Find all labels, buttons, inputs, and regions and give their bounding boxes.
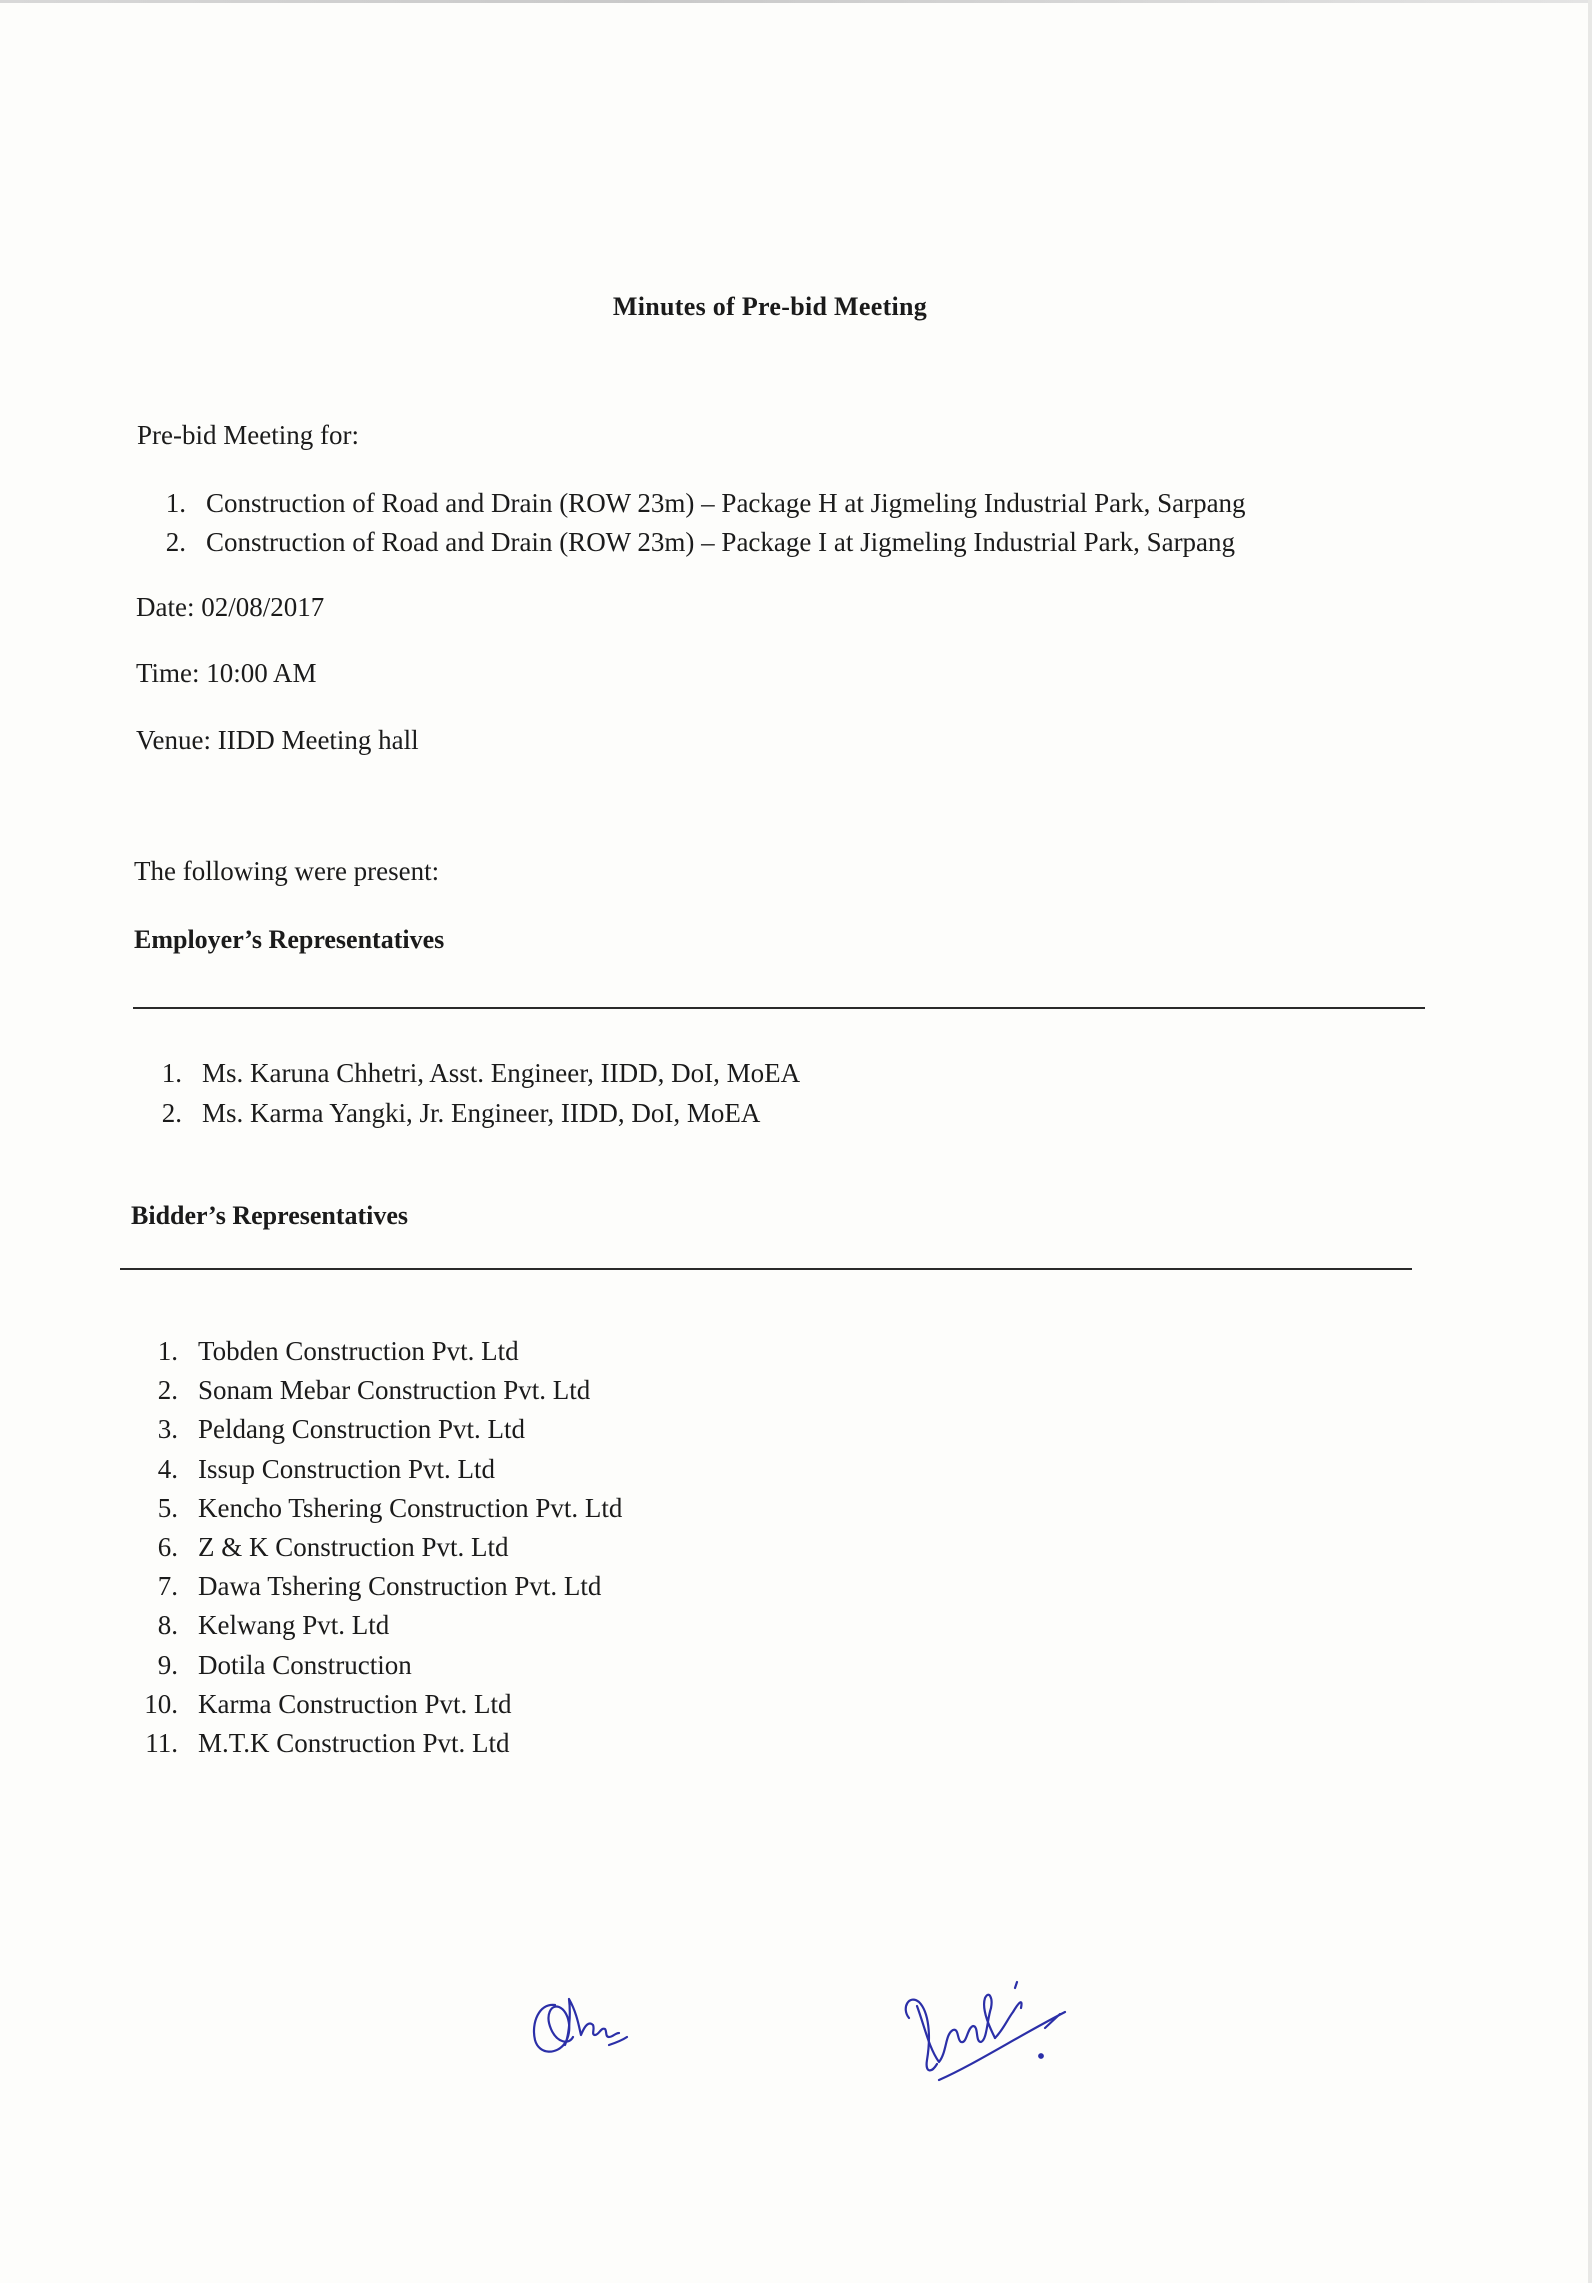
- bidder-item: [130, 1489, 622, 1528]
- bidder-number: 7.: [157, 1571, 178, 1602]
- bidder-heading: Bidder’s Representatives: [131, 1201, 409, 1230]
- bidder-name: Sonam Mebar Construction Pvt. Ltd: [198, 1375, 591, 1406]
- bidder-number: 2.: [157, 1375, 178, 1406]
- employer-rep-text: Ms. Karma Yangki, Jr. Engineer, IIDD, DoI, MoEA: [202, 1098, 761, 1128]
- bidder-item: [130, 1724, 622, 1763]
- bidder-name: Z & K Construction Pvt. Ltd: [198, 1532, 509, 1563]
- employer-divider: [133, 1007, 1425, 1009]
- package-item: [138, 527, 1235, 558]
- bidder-name: Kelwang Pvt. Ltd: [198, 1610, 390, 1641]
- bidder-name: Dawa Tshering Construction Pvt. Ltd: [198, 1571, 602, 1602]
- bidder-list: [130, 1332, 622, 1763]
- bidder-name: Karma Construction Pvt. Ltd: [198, 1688, 512, 1719]
- bidder-item: [130, 1567, 622, 1606]
- bidder-name: M.T.K Construction Pvt. Ltd: [198, 1728, 510, 1759]
- bidder-item: [130, 1332, 622, 1371]
- package-text: Construction of Road and Drain (ROW 23m) – Package I at Jigmeling Industrial Park, Sarpang: [206, 527, 1236, 557]
- bidder-number: 8.: [157, 1610, 178, 1641]
- attendance-intro: The following were present:: [134, 856, 440, 886]
- bidder-name: Issup Construction Pvt. Ltd: [198, 1453, 496, 1484]
- bidder-number: 5.: [157, 1492, 178, 1523]
- signature-right: [895, 1968, 1075, 2098]
- scan-edge-top: [0, 0, 1592, 3]
- employer-heading: Employer’s Representatives: [134, 925, 445, 954]
- bidder-item: [130, 1528, 622, 1567]
- meeting-date: Date: 02/08/2017: [136, 592, 325, 622]
- intro-text: Pre-bid Meeting for:: [137, 420, 359, 450]
- bidder-name: Peldang Construction Pvt. Ltd: [198, 1414, 525, 1445]
- bidder-number: 3.: [157, 1414, 178, 1445]
- meeting-time: Time: 10:00 AM: [136, 658, 317, 688]
- bidder-number: 1.: [157, 1336, 178, 1366]
- package-text: Construction of Road and Drain (ROW 23m) – Package H at Jigmeling Industrial Park, Sarpang: [206, 488, 1246, 518]
- employer-rep-number: 1.: [161, 1058, 182, 1088]
- package-number: 1.: [165, 488, 186, 518]
- bidder-item: [130, 1646, 622, 1685]
- bidder-item: [130, 1606, 622, 1645]
- bidder-number: 10.: [144, 1688, 178, 1719]
- bidder-number: 4.: [157, 1453, 178, 1484]
- bidder-name: Tobden Construction Pvt. Ltd: [198, 1336, 519, 1366]
- bidder-name: Dotila Construction: [198, 1649, 412, 1680]
- bidder-item: [130, 1450, 622, 1489]
- bidder-item: [130, 1371, 622, 1410]
- employer-rep-number: 2.: [161, 1098, 182, 1128]
- scan-edge-right: [1588, 0, 1592, 2283]
- bidder-name: Kencho Tshering Construction Pvt. Ltd: [198, 1492, 623, 1523]
- employer-rep-item: [134, 1058, 800, 1089]
- bidder-divider: [120, 1268, 1412, 1270]
- bidder-number: 6.: [157, 1532, 178, 1563]
- bidder-item: [130, 1410, 622, 1449]
- document-title: Minutes of Pre-bid Meeting: [612, 292, 928, 321]
- employer-rep-item: [134, 1098, 760, 1129]
- meeting-venue: Venue: IIDD Meeting hall: [136, 725, 419, 755]
- employer-rep-text: Ms. Karuna Chhetri, Asst. Engineer, IIDD, DoI, MoEA: [202, 1058, 801, 1088]
- bidder-number: 11.: [145, 1728, 178, 1759]
- signature-left: [525, 1985, 635, 2065]
- package-item: [138, 488, 1246, 519]
- bidder-number: 9.: [157, 1649, 178, 1680]
- bidder-item: [130, 1685, 622, 1724]
- package-number: 2.: [165, 527, 186, 557]
